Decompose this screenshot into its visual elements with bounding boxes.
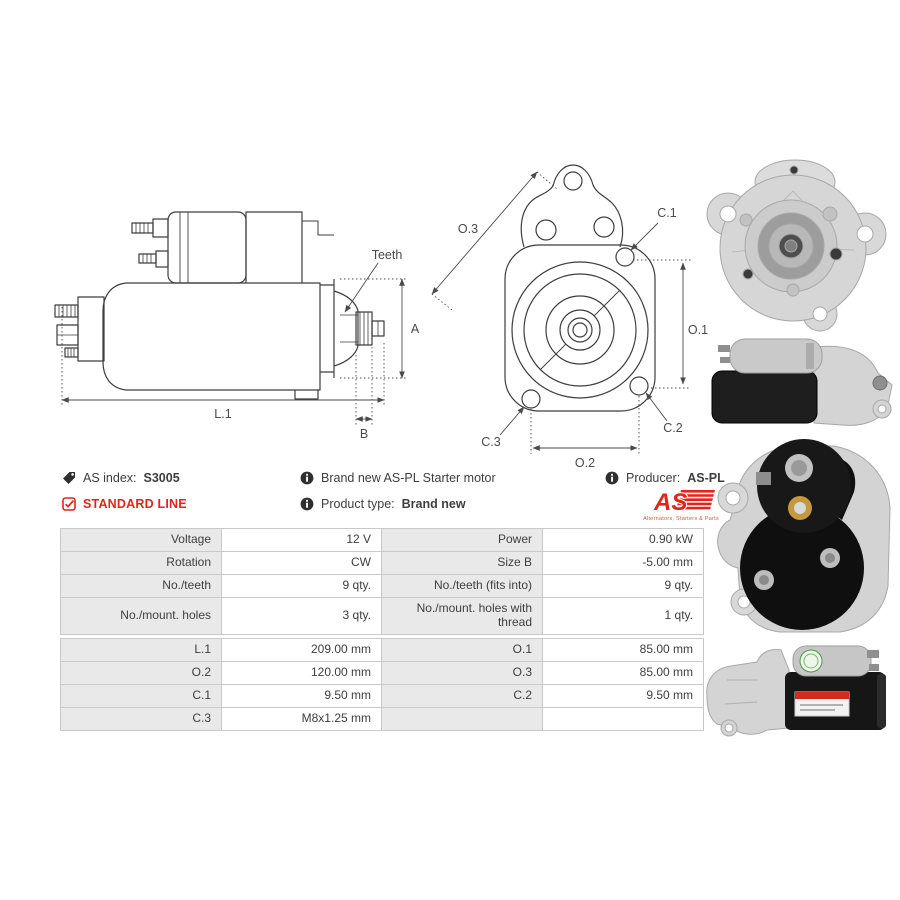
product-description: Brand new AS-PL Starter motor xyxy=(321,471,496,485)
spec-label-cell xyxy=(382,708,543,731)
table-row xyxy=(61,639,704,662)
spec-value-cell: 1 qty. xyxy=(543,598,704,635)
front-view-outline xyxy=(505,165,655,411)
table-row xyxy=(61,529,704,552)
label-o2: O.2 xyxy=(574,456,596,470)
spec-label-cell: No./teeth xyxy=(61,575,222,598)
front-view-labels xyxy=(458,206,708,470)
spec-label-cell: Power xyxy=(382,529,543,552)
spec-value-cell xyxy=(543,708,704,731)
spec-value-cell: 9 qty. xyxy=(222,575,382,598)
table-row xyxy=(61,552,704,575)
as-logo-text: AS xyxy=(654,489,688,516)
spec-label-cell: O.3 xyxy=(382,662,543,685)
spec-value-cell: 120.00 mm xyxy=(222,662,382,685)
label-teeth: Teeth xyxy=(371,248,403,262)
producer-row xyxy=(605,471,725,485)
spec-table-main xyxy=(60,528,704,635)
photo-rear-view xyxy=(700,428,896,640)
label-c2: C.2 xyxy=(663,421,683,435)
spec-value-cell: 209.00 mm xyxy=(222,639,382,662)
spec-label-cell: No./mount. holes xyxy=(61,598,222,635)
table-row xyxy=(61,575,704,598)
front-view-drawing xyxy=(420,148,720,478)
spec-label-cell: Voltage xyxy=(61,529,222,552)
spec-value-cell: 3 qty. xyxy=(222,598,382,635)
spec-table-dimensions xyxy=(60,638,704,731)
as-index-label: AS index: xyxy=(83,471,137,485)
photo-side-view-right xyxy=(702,333,900,431)
spec-value-cell: 85.00 mm xyxy=(543,662,704,685)
table-row xyxy=(61,708,704,731)
spec-label-cell: Size B xyxy=(382,552,543,575)
as-index-row xyxy=(62,471,180,485)
product-type-label: Product type: xyxy=(321,497,395,511)
spec-label-cell: Rotation xyxy=(61,552,222,575)
tag-icon xyxy=(62,471,76,485)
spec-label-cell: O.1 xyxy=(382,639,543,662)
side-view-labels xyxy=(214,248,420,441)
spec-value-cell: 12 V xyxy=(222,529,382,552)
info-icon xyxy=(605,471,619,485)
checkbox-icon xyxy=(62,497,76,511)
standard-line-row xyxy=(62,497,187,511)
spec-value-cell: 85.00 mm xyxy=(543,639,704,662)
side-view-motor-outline xyxy=(55,212,384,399)
spec-label-cell: No./mount. holes with thread xyxy=(382,598,543,635)
label-c3: C.3 xyxy=(481,435,501,449)
product-type-value: Brand new xyxy=(401,497,466,511)
spec-value-cell: 9.50 mm xyxy=(222,685,382,708)
label-o3: O.3 xyxy=(457,222,479,236)
spec-label-cell: No./teeth (fits into) xyxy=(382,575,543,598)
product-type-row xyxy=(300,497,466,511)
side-view-drawing xyxy=(40,175,430,450)
label-l1: L.1 xyxy=(214,407,232,421)
spec-label-cell: C.1 xyxy=(61,685,222,708)
info-icon xyxy=(300,497,314,511)
spec-value-cell: M8x1.25 mm xyxy=(222,708,382,731)
description-row xyxy=(300,471,496,485)
spec-label-cell: C.2 xyxy=(382,685,543,708)
spec-value-cell: 0.90 kW xyxy=(543,529,704,552)
photo-side-view-left xyxy=(697,640,897,740)
as-index-value: S3005 xyxy=(143,471,180,485)
producer-label: Producer: xyxy=(626,471,681,485)
spec-label-cell: O.2 xyxy=(61,662,222,685)
spec-value-cell: 9 qty. xyxy=(543,575,704,598)
standard-line-label: STANDARD LINE xyxy=(83,497,187,511)
spec-value-cell: -5.00 mm xyxy=(543,552,704,575)
info-icon xyxy=(300,471,314,485)
producer-value: AS-PL xyxy=(687,471,725,485)
spec-value-cell: 9.50 mm xyxy=(543,685,704,708)
label-a: A xyxy=(410,322,420,336)
table-row xyxy=(61,685,704,708)
table-row xyxy=(61,598,704,635)
spec-label-cell: L.1 xyxy=(61,639,222,662)
as-pl-logo xyxy=(636,486,726,529)
front-view-dimensions xyxy=(432,172,691,454)
spec-label-cell: C.3 xyxy=(61,708,222,731)
label-b: B xyxy=(359,427,369,441)
table-row xyxy=(61,662,704,685)
spec-value-cell: CW xyxy=(222,552,382,575)
photo-front-face xyxy=(698,156,893,334)
label-o1: O.1 xyxy=(687,323,709,337)
label-c1: C.1 xyxy=(657,206,677,220)
as-logo-tagline: Alternators, Starters & Parts xyxy=(643,516,719,522)
